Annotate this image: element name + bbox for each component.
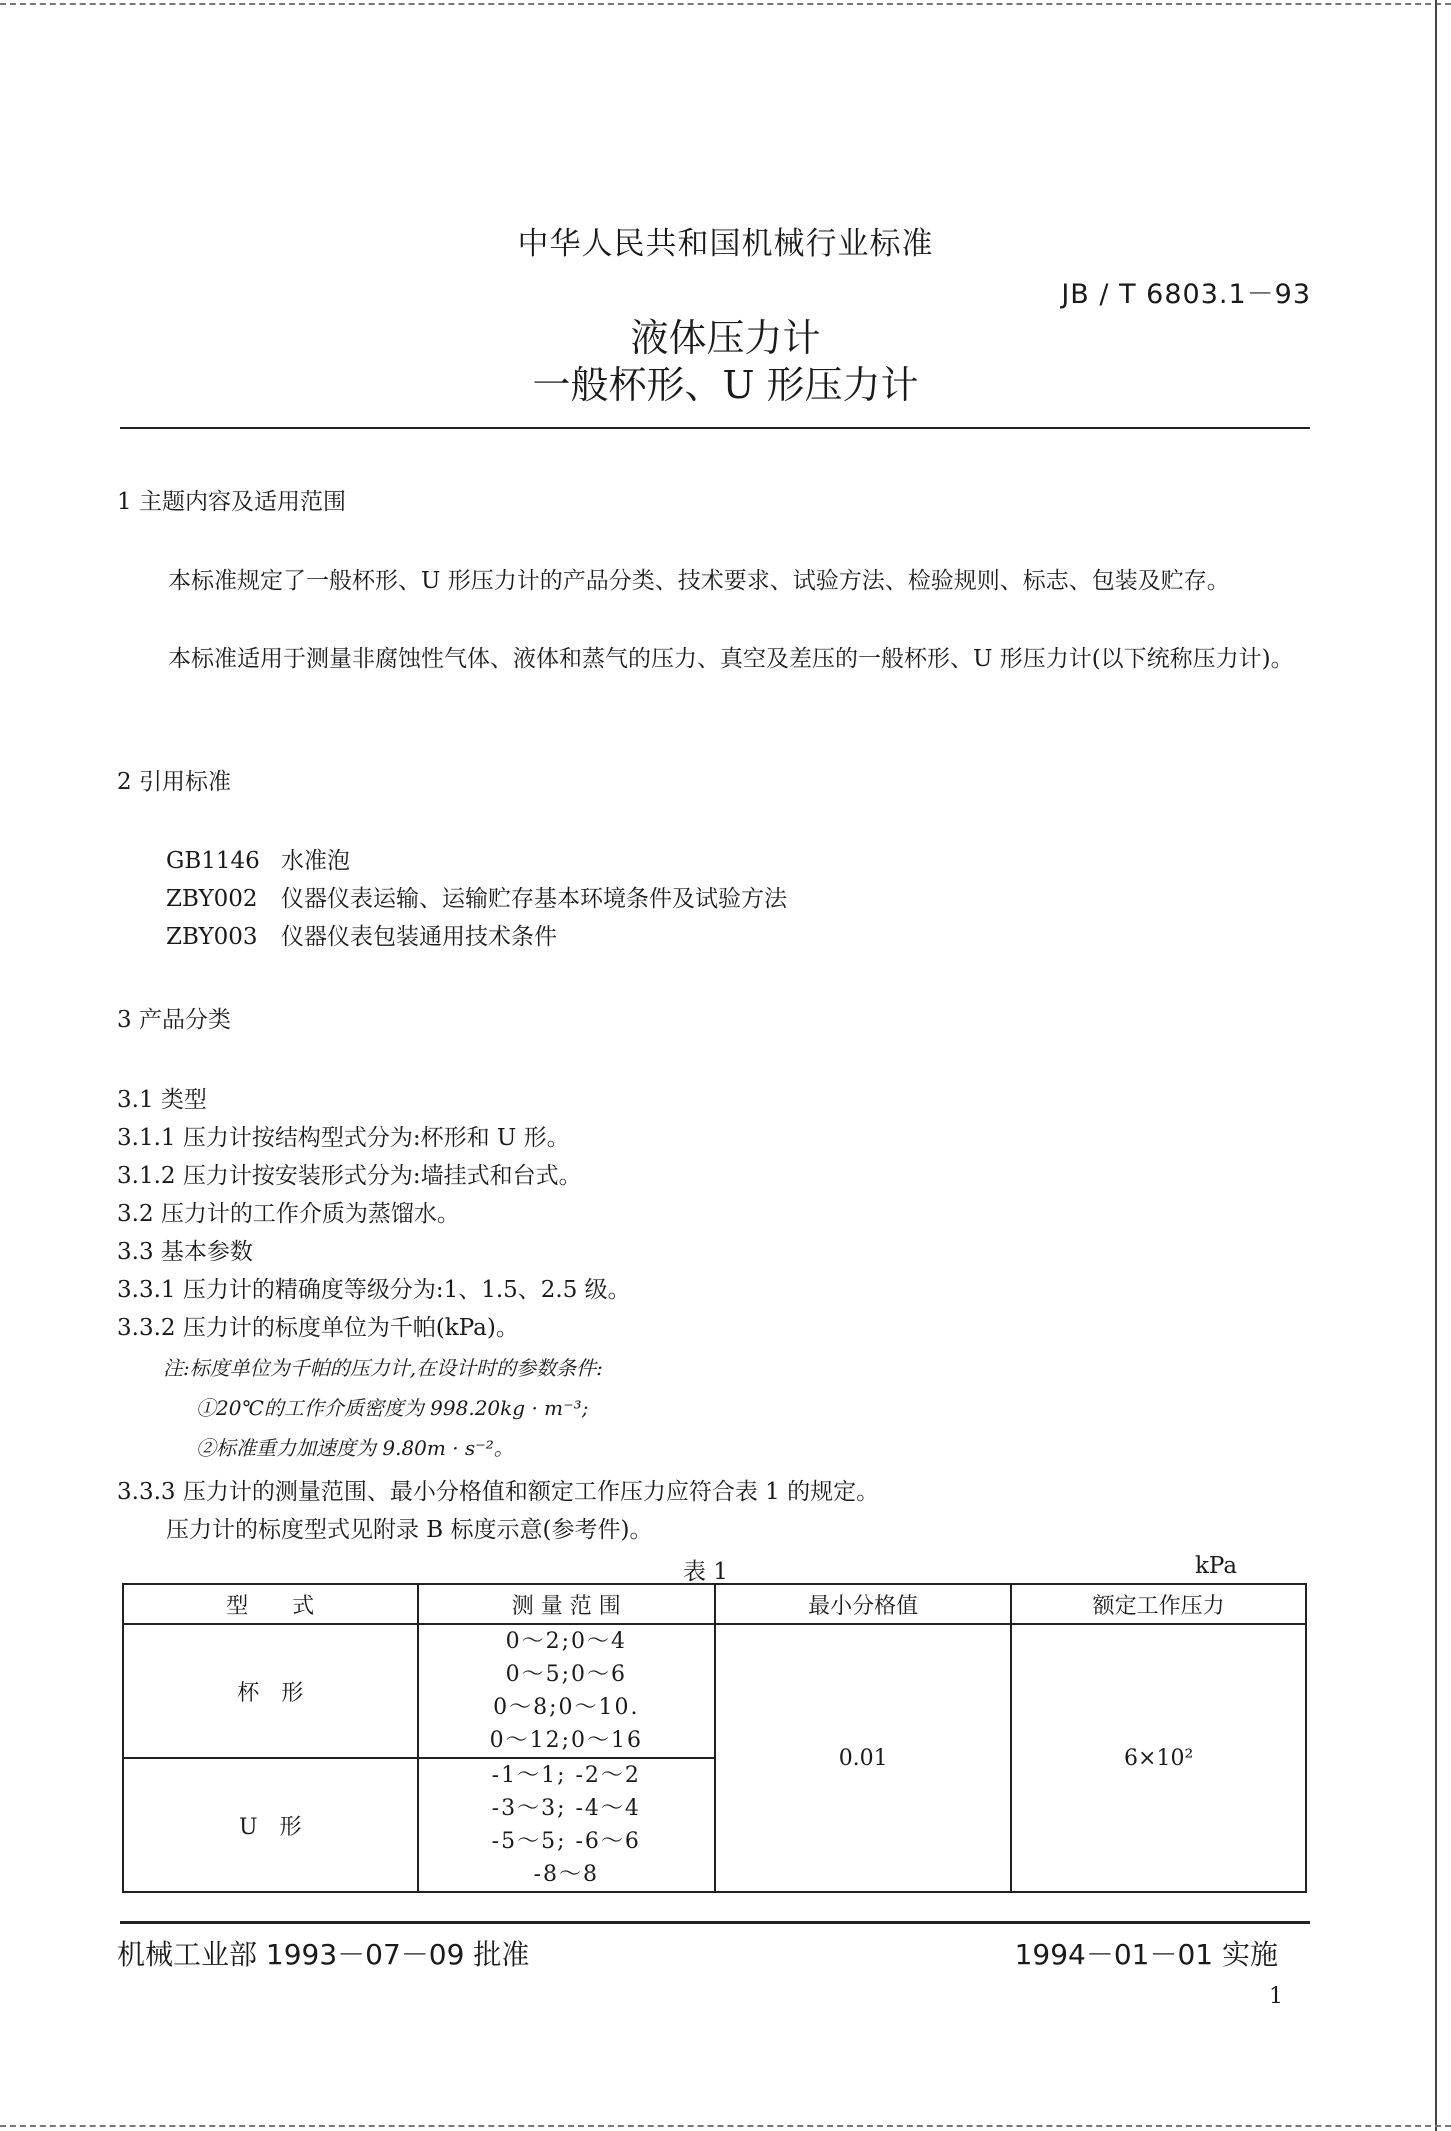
approval-date: 机械工业部 1993－07－09 批准 xyxy=(117,1938,530,1971)
note-item-2: ②标准重力加速度为 9.80m · s⁻²。 xyxy=(196,1436,514,1460)
column-header-rated-pressure: 额定工作压力 xyxy=(1011,1584,1306,1624)
range-value: 0～5;0～6 xyxy=(505,1662,627,1687)
reference-code: ZBY002 xyxy=(166,886,258,912)
clause: 3.3.2 压力计的标度单位为千帕(kPa)。 xyxy=(117,1315,519,1341)
note-item-1: ①20℃的工作介质密度为 998.20kg · m⁻³; xyxy=(196,1396,589,1420)
reference-title: 仪器仪表包装通用技术条件 xyxy=(281,924,557,950)
range-value: -1～1; -2～2 xyxy=(491,1763,641,1788)
clause: 3.3 基本参数 xyxy=(117,1239,253,1265)
scan-border-bottom xyxy=(0,2125,1451,2127)
column-header-range: 测 量 范 围 xyxy=(418,1584,715,1624)
clause: 3.2 压力计的工作介质为蒸馏水。 xyxy=(117,1201,460,1227)
table-unit: kPa xyxy=(1195,1553,1238,1579)
reference-title: 水准泡 xyxy=(281,848,350,874)
range-cell xyxy=(418,1758,715,1892)
note-intro: 注:标度单位为千帕的压力计,在设计时的参数条件: xyxy=(163,1356,603,1380)
range-value: -3～3; -4～4 xyxy=(491,1796,641,1821)
page-number: 1 xyxy=(1269,1984,1283,2009)
type-cell: 杯 形 xyxy=(123,1624,418,1758)
type-cell: U 形 xyxy=(123,1758,418,1892)
range-cell xyxy=(418,1624,715,1758)
section-1-paragraph-2: 本标准适用于测量非腐蚀性气体、液体和蒸气的压力、真空及差压的一般杯形、U 形压力计(以下统称压力计)。 xyxy=(168,646,1294,672)
reference-code: GB1146 xyxy=(166,848,260,874)
reference-item xyxy=(166,880,787,913)
section-1-heading: 1 主题内容及适用范围 xyxy=(117,489,346,515)
clause-3-3-3: 3.3.3 压力计的测量范围、最小分格值和额定工作压力应符合表 1 的规定。 xyxy=(117,1479,880,1505)
header-divider xyxy=(120,427,1310,429)
range-value: 0～12;0～16 xyxy=(489,1728,643,1753)
clause: 3.1.2 压力计按安装形式分为:墙挂式和台式。 xyxy=(117,1163,582,1189)
column-header-min-division: 最小分格值 xyxy=(715,1584,1011,1624)
clause: 3.1 类型 xyxy=(117,1087,207,1113)
document-subtitle: 一般杯形、U 形压力计 xyxy=(532,363,919,407)
implementation-date: 1994－01－01 实施 xyxy=(1014,1938,1278,1971)
section-3-heading: 3 产品分类 xyxy=(117,1007,231,1033)
table-header-row xyxy=(123,1584,1306,1624)
rated-pressure-cell: 6×10² xyxy=(1011,1624,1306,1892)
column-header-type: 型 式 xyxy=(123,1584,418,1624)
reference-code: ZBY003 xyxy=(166,924,258,950)
standard-number: JB / T 6803.1－93 xyxy=(1061,279,1311,310)
clause: 3.1.1 压力计按结构型式分为:杯形和 U 形。 xyxy=(117,1125,570,1151)
reference-item xyxy=(166,842,350,875)
range-value: 0～2;0～4 xyxy=(505,1629,627,1654)
reference-item xyxy=(166,918,557,951)
reference-title: 仪器仪表运输、运输贮存基本环境条件及试验方法 xyxy=(281,886,787,912)
range-value: 0～8;0～10. xyxy=(493,1695,640,1720)
section-2-heading: 2 引用标准 xyxy=(117,769,231,795)
document-title: 液体压力计 xyxy=(630,316,821,360)
scan-border-top xyxy=(0,3,1451,5)
parameters-table xyxy=(122,1583,1307,1893)
min-division-cell: 0.01 xyxy=(715,1624,1011,1892)
clause-3-3-3-continued: 压力计的标度型式见附录 B 标度示意(参考件)。 xyxy=(166,1517,653,1543)
footer-divider xyxy=(120,1921,1310,1924)
range-value: -5～5; -6～6 xyxy=(491,1829,641,1854)
range-value: -8～8 xyxy=(533,1862,599,1887)
issuing-organization: 中华人民共和国机械行业标准 xyxy=(517,226,934,262)
section-1-paragraph-1: 本标准规定了一般杯形、U 形压力计的产品分类、技术要求、试验方法、检验规则、标志、包装及贮存。 xyxy=(168,568,1230,594)
table-caption: 表 1 xyxy=(683,1559,728,1585)
clause: 3.3.1 压力计的精确度等级分为:1、1.5、2.5 级。 xyxy=(117,1277,631,1303)
table-row xyxy=(123,1624,1306,1758)
